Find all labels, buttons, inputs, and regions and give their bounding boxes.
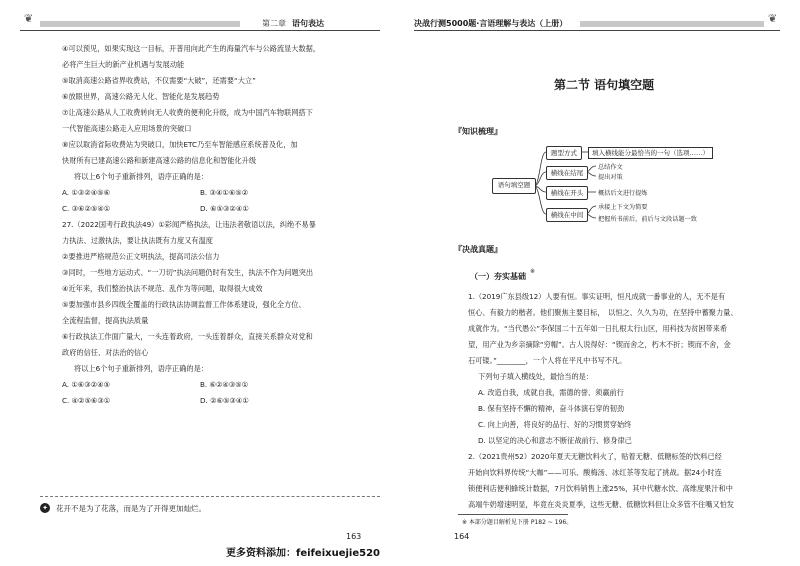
option-b: B. ③④①⑥⑤②	[200, 188, 249, 197]
mindmap-branch: 横线在开头	[546, 186, 588, 200]
text-line: ⑥行政执法工作面广量大，一头连着政府，一头连着群众，直接关系群众对党和	[62, 332, 313, 341]
footer-divider	[40, 496, 380, 497]
mindmap-branch: 横线在中间	[546, 208, 588, 222]
footnote-rule	[458, 514, 568, 515]
text-line: ③同时，一些地方运动式、“一刀切”执法问题仍时有发生，执法不作为问题突出	[62, 268, 314, 277]
text-line: 望，用产业为乡亲摘除“穷帽”。古人说得好：“锲而舍之，朽木不折；锲而不舍，金	[468, 340, 731, 349]
text-line: ⑦让高速公路从人工收费转向无人收费的便利化升级，成为中国汽车物联网搭下	[62, 108, 313, 117]
option-d: D. ②⑥⑤③④①	[200, 396, 249, 405]
mindmap-leaf: 填入横线能分最恰当的一句（选项……）	[588, 147, 713, 159]
knowledge-label: 『知识梳理』	[454, 127, 502, 136]
leaf-ornament-icon: ❦	[24, 12, 34, 25]
text-line: ⑤取消高速公路省界收费站，不仅需要“大破”，还需要“大立”	[62, 76, 256, 85]
text-line: 力执法、过激执法，要让执法既有力度又有温度	[62, 236, 213, 245]
chapter-title: 语句表达	[292, 19, 324, 28]
text-line: 快财所有已建高速公路和新建高速公路的信息化和智能化升级	[62, 156, 257, 165]
option-c: C. ③⑥②⑤④①	[62, 204, 111, 213]
mindmap-leaf: 把握所书前后，前后与文段话题一致	[598, 216, 697, 223]
right-page	[400, 0, 800, 566]
text-line: 必将产生巨大的新产业机遇与发展动能	[62, 60, 185, 69]
mindmap-leaf: 概括后文进行提炼	[598, 190, 648, 197]
watermark-text: 更多资料添加：feifeixuejie520	[226, 548, 380, 559]
text-line: 一代智能高速公路走入应用场景的突破口	[62, 124, 192, 133]
subsection-title: （一）夯实基础	[470, 272, 526, 281]
option-a: A. 改造自我，成就自我，需德的誉、须赢前行	[478, 388, 624, 397]
text-line: 政府的信任、对法治的信心	[62, 348, 149, 357]
text-line: ⑧应以取消省际收费站为突破口，加快ETC乃至车智能感应系统普及化，加	[62, 140, 298, 149]
mindmap-leaf: 总结作文	[598, 164, 623, 171]
question-stem: 2.（2021贵州52）2020年夏天无糖饮料火了，贴着无糖、低糖标签的饮料已经	[468, 452, 722, 461]
page-number: 163	[346, 532, 362, 541]
question-prompt: 将以上6个句子重新排列，语序正确的是：	[74, 172, 208, 181]
battle-label: 『决战真题』	[454, 245, 502, 254]
asterisk-icon: ※	[530, 268, 536, 275]
mindmap-root: 语句填空题	[492, 178, 536, 194]
mindmap-leaf: 承接上下文为简要	[598, 204, 648, 211]
question-prompt: 下列句子填入横线处，最恰当的是：	[478, 372, 594, 381]
text-line: 高端牛奶增速明显，毕竟在炎炎夏季，这些无糖、低糖饮料但让众多管不住嘴又怕发	[468, 500, 734, 509]
text-line: 成就作为。“当代愚公”李保国二十五年如一日扎根太行山区，用科技为贫困带来希	[468, 324, 728, 333]
option-a: A. ①⑥③②④⑤	[62, 380, 111, 389]
option-b: B. ⑥②④③⑤①	[200, 380, 249, 389]
mindmap-connectors	[400, 0, 800, 566]
text-line: ④可以预见，如果实现这一目标，开普用向此产生的海量汽车与公路流显大数据，	[62, 44, 321, 53]
option-d: D. ⑥⑤③②④①	[200, 204, 249, 213]
header-bar	[40, 21, 240, 27]
chapter-label: 第二章	[262, 19, 286, 28]
text-line: 开始向饮料界传统“大咖”——可乐、酸梅汤、冰红茶等发起了挑战。据24小时连	[468, 468, 722, 477]
option-d: D. 以坚定的决心和意志不断征战前行、修身律己	[478, 436, 632, 445]
option-c: C. 向上向善，将良好的品行、好的习惯贯穿始终	[478, 420, 632, 429]
option-c: C. ④②⑤⑥③①	[62, 396, 111, 405]
text-line: ④近年来，我们整治执法不规范、乱作为等问题，取得很大成效	[62, 284, 263, 293]
text-line: 恒心、有毅力的楷者。他们聚焦主要目标， 以恒之、久久为功，在坚持中蓄聚力量、	[468, 308, 738, 317]
mindmap-branch: 题型方式	[546, 146, 582, 160]
text-line: ②要推进严格规范公正文明执法，提高司法公信力	[62, 252, 220, 261]
footer-quote: 花开不是为了花落，而是为了开得更加灿烂。	[56, 504, 206, 513]
question-stem: 1.（2019广东县级12）人要有恒。事实证明，恒凡成就一番事业的人，无不是有	[468, 292, 726, 301]
option-a: A. ①③②④⑤⑥	[62, 188, 111, 197]
section-title: 第二节 语句填空题	[554, 78, 655, 92]
mindmap-leaf: 提出对策	[598, 174, 623, 181]
text-line: 锁便利店便利蜂统计数据，7月饮料销售上涨25%，其中代糖水饮、高维度果汁和中	[468, 484, 733, 493]
footnote: ※ 本部分题目解析见下册 P182 ~ 196。	[462, 519, 573, 526]
text-line: 石可镂。”________，一个人将在平凡中书写不凡。	[468, 356, 627, 365]
text-line: 全流程监督，提高执法质量	[62, 316, 149, 325]
mindmap-branch: 横线在结尾	[546, 166, 588, 180]
book-title: 决战行测5000题·言语理解与表达（上册）	[414, 19, 568, 28]
header-rule	[20, 30, 380, 31]
leaf-ornament-icon: ❦	[768, 12, 778, 25]
question-stem: 27.（2022国考行政执法49）①彩闻严格执法，让违法者敬语以法，纠绝不易暴	[62, 220, 316, 229]
option-b: B. 保有坚持不懈的精神，奋斗体演石穿的韧劲	[478, 404, 625, 413]
question-prompt: 将以上6个句子重新排列，语序正确的是：	[74, 364, 208, 373]
text-line: ⑤要加强市县乡四级全覆盖的行政执法协调监督工作体系建设，强化全方位、	[62, 300, 306, 309]
text-line: ⑥放眼世界，高速公路无人化、智能化是发展趋势	[62, 92, 220, 101]
page-number: 164	[454, 532, 470, 541]
bulb-icon: ✦	[40, 503, 50, 513]
